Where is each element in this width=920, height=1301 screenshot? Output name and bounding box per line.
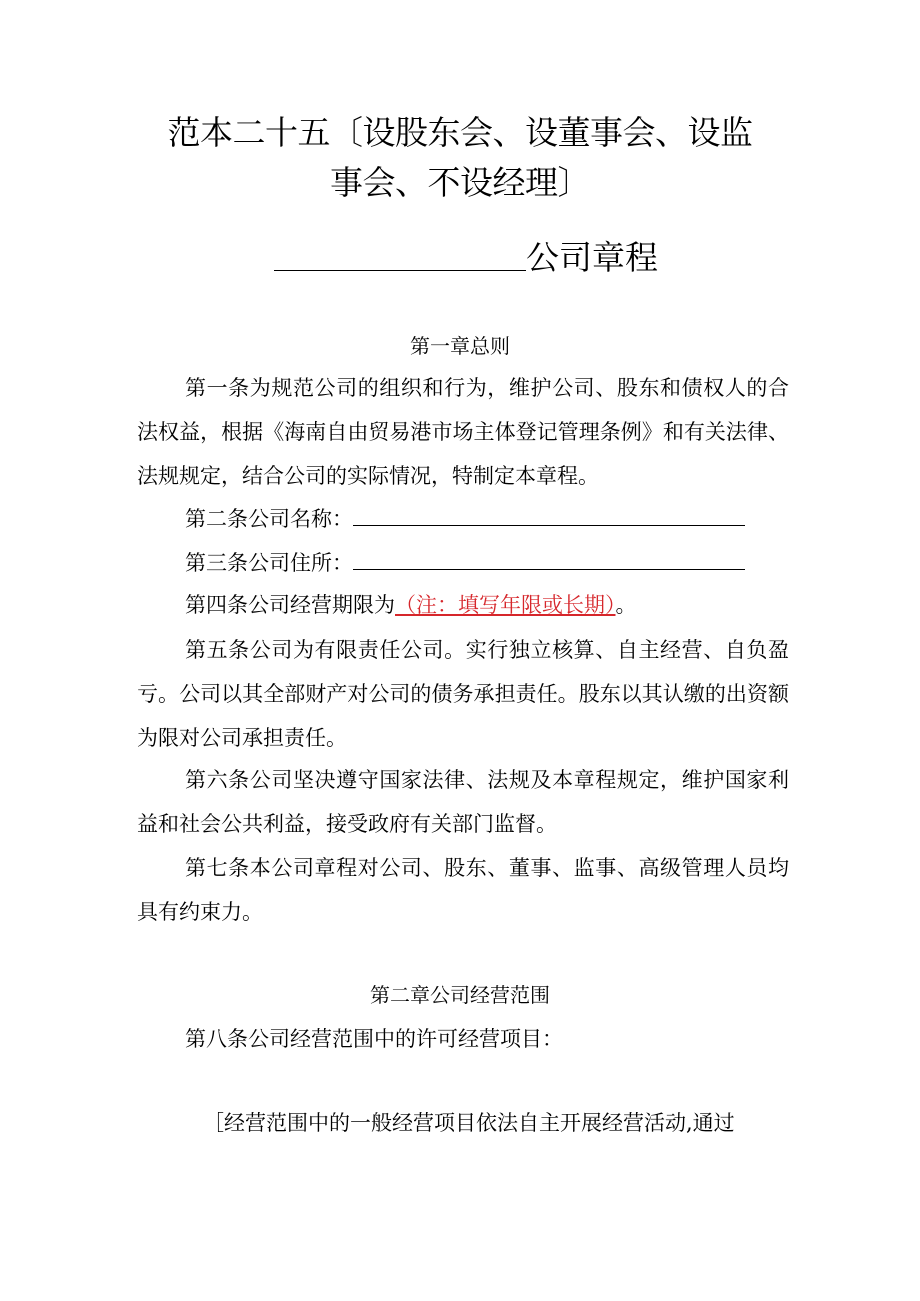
article-7: 第七条本公司章程对公司、股东、董事、监事、高级管理人员均具有约束力。 [137,856,789,924]
article-1: 第一条为规范公司的组织和行为，维护公司、股东和债权人的合法权益，根据《海南自由贸易港市场主体登记管理条例》和有关法律、法规规定，结合公司的实际情况，特制定本章程。 [137,376,789,488]
document-title [274,232,658,284]
article-5: 第五条公司为有限责任公司。实行独立核算、自主经营、自负盈亏。公司以其全部财产对公司的债务承担责任。股东以其认缴的出资额为限对公司承担责任。 [137,638,789,750]
document-title-text: 公司章程 [526,238,658,277]
page-title [120,108,800,208]
article-3-label: 第三条公司住所： [185,551,353,575]
article-4-note: （注：填写年限或长期） [395,593,616,617]
article-6: 第六条公司坚决遵守国家法律、法规及本章程规定，维护国家利益和社会公共利益，接受政府有关部门监督。 [137,768,789,836]
article-4 [185,590,637,620]
article-2 [185,503,745,534]
article-4-suffix: 。 [615,593,637,617]
company-name-blank [274,232,526,271]
article-8: 第八条公司经营范围中的许可经营项目： [185,1027,563,1051]
article-4-prefix: 第四条公司经营期限为 [185,593,395,617]
title-line-2: 事会、不设经理〕 [330,163,590,202]
company-address-fill-line [353,547,745,570]
title-line-1: 范本二十五〔设股东会、设董事会、设监 [167,113,753,152]
general-business-scope: ［经营范围中的一般经营项目依法自主开展经营活动,通过 [203,1111,735,1135]
company-name-fill-line [353,503,745,526]
chapter-1-heading: 第一章总则 [410,334,510,358]
chapter-2-heading: 第二章公司经营范围 [370,983,550,1007]
article-3 [185,547,745,578]
article-2-label: 第二条公司名称： [185,507,353,531]
